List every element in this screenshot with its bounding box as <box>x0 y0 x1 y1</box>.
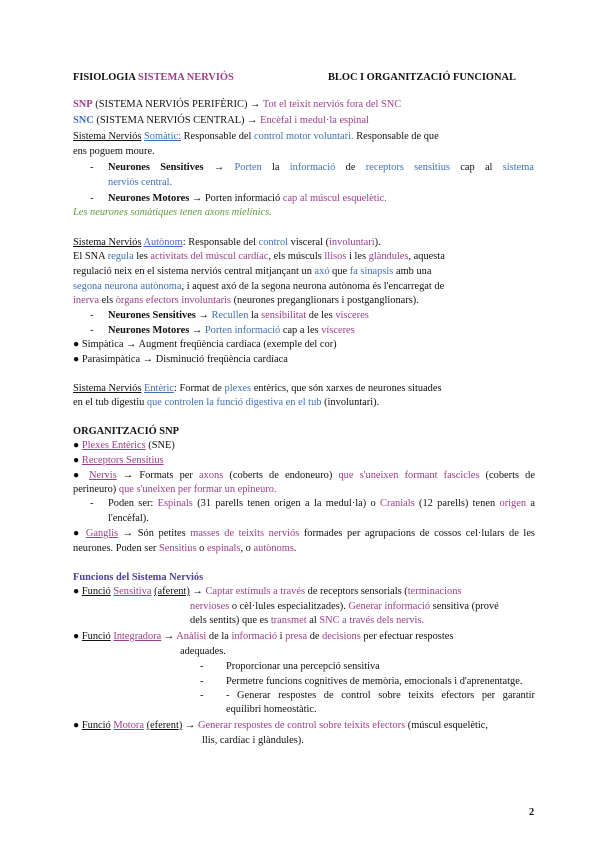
autonom-text: amb una <box>395 266 432 277</box>
integrative-sub-3: - Generar respostes de control sobre teixits efectors per garantir <box>226 690 535 701</box>
parasympathetic-line: ● Parasimpàtica → Disminució freqüència cardíaca <box>73 354 288 365</box>
autonom-bullet-dash: - <box>90 310 94 321</box>
autonom-line-3 <box>73 265 431 279</box>
org-text: → Formats per <box>122 470 193 481</box>
org-text: , o <box>240 543 251 554</box>
page-header-block: BLOC I ORGANITZACIÓ FUNCIONAL <box>328 72 516 83</box>
org-highlight: que s'uneixen per formar un epineuro. <box>118 484 277 495</box>
function-highlight: presa <box>285 631 308 642</box>
function-type: Motora <box>113 720 144 731</box>
autonom-text: els <box>101 295 114 306</box>
somatic-text: de <box>345 162 356 173</box>
page-number: 2 <box>529 807 535 818</box>
org-highlight: espinals <box>206 543 241 554</box>
org-text: (coberts de endoneuro) <box>229 470 333 481</box>
org-text: a <box>530 498 535 509</box>
bullet: ● <box>73 455 80 466</box>
org-text: (31 parells tenen origen a la medul·la) o <box>197 498 376 509</box>
autonom-text: les <box>136 251 148 262</box>
autonom-text: regulació neix en el sistema nerviós central mitjançant un <box>73 266 312 277</box>
autonom-highlight: activitats del múscul cardíac <box>150 251 269 262</box>
function-label: Funció <box>81 631 111 642</box>
term-bold: Neurones Sensitives <box>108 310 196 321</box>
org-nerves-types-cont: l'encèfal). <box>108 513 149 524</box>
somatic-note: Les neurones somàtiques tenen axons mielínics. <box>73 207 272 218</box>
org-term: Ganglis <box>85 528 119 539</box>
snp-name: (SISTEMA NERVIÓS PERIFÈRIC) → <box>95 99 261 110</box>
autonom-text: El SNA <box>73 251 106 262</box>
function-highlight: terminacions <box>407 586 462 597</box>
org-text: → Són petites <box>122 528 186 539</box>
org-highlight: masses de teixits nerviós <box>190 528 300 539</box>
somatic-line-2: ens poguem moure. <box>73 146 155 157</box>
function-sensory-cont-1 <box>190 600 499 614</box>
autonom-heading: Sistema Nerviós <box>73 237 142 248</box>
org-snp-heading: ORGANITZACIÓ SNP <box>73 426 179 437</box>
function-highlight: transmet <box>270 615 307 626</box>
autonom-text: cap a les <box>282 325 319 336</box>
arrow: → <box>198 310 209 321</box>
somatic-highlight: informació <box>289 162 336 173</box>
autonom-line-1 <box>73 236 381 250</box>
org-text: o <box>199 543 205 554</box>
function-highlight: SNC a través dels nervis. <box>319 615 425 626</box>
somatic-heading-type: Somàtic: <box>144 131 181 142</box>
bullet: ● <box>73 528 82 539</box>
function-motor <box>73 719 488 733</box>
autonom-text: visceral ( <box>290 237 330 248</box>
snp-definition <box>73 98 401 112</box>
autonom-bullet-dash: - <box>90 325 94 336</box>
autonom-highlight: glàndules <box>368 251 409 262</box>
org-highlight: Cranials <box>380 498 415 509</box>
org-highlight: Espinals <box>157 498 193 509</box>
somatic-bullet-dash: - <box>90 162 94 173</box>
autonom-highlight: inerva <box>73 295 99 306</box>
autonom-text: , els músculs <box>268 251 322 262</box>
function-type: Integradora <box>113 631 162 642</box>
autonom-text: ). <box>374 237 381 248</box>
integrative-sub-1: Proporcionar una percepció sensitiva <box>226 661 380 672</box>
function-text: per efectuar respostes <box>363 631 454 642</box>
enteric-heading-type: Entèric <box>144 383 175 394</box>
function-text: sensitiva (prové <box>432 601 499 612</box>
org-text: formades per agrupacions de cossos cel·lulars de les <box>303 528 535 539</box>
autonom-highlight: control <box>258 237 289 248</box>
function-highlight: decisions <box>322 631 361 642</box>
org-text: Poden ser: <box>108 498 154 509</box>
enteric-highlight: que controlen la funció digestiva en el tub <box>146 397 322 408</box>
autonom-highlight: sensibilitat <box>261 310 307 321</box>
arrow: → <box>163 631 175 642</box>
autonom-text: , i aquest axó de la segona neurona autònoma és l'encarregat de <box>181 281 445 292</box>
function-sensory-cont-2 <box>190 614 424 628</box>
somatic-text: la <box>271 162 280 173</box>
function-direction: (aferent) <box>154 586 190 597</box>
function-text: al <box>309 615 317 626</box>
enteric-line-2 <box>73 396 379 410</box>
function-highlight: Captar estímuls a través <box>205 586 306 597</box>
autonom-highlight: axó <box>314 266 330 277</box>
somatic-highlight: cap al múscul esquelètic. <box>282 193 387 204</box>
org-item-nerves <box>73 469 535 483</box>
autonom-highlight: llisos <box>324 251 347 262</box>
enteric-text: entèrics, que són xarxes de neurones situades <box>253 383 442 394</box>
org-nerves-types <box>108 497 535 511</box>
autonom-text: i les <box>348 251 367 262</box>
function-highlight: Generar respostes de control sobre teixits efectors <box>197 720 406 731</box>
autonom-highlight: segona neurona autònoma <box>73 281 182 292</box>
autonom-text: , aquesta <box>408 251 445 262</box>
function-text: o cèl·lules especialitzades). <box>231 601 346 612</box>
sub-dash: - <box>200 676 204 687</box>
somatic-line-1 <box>73 130 439 144</box>
somatic-text: Responsable de que <box>356 131 439 142</box>
arrow: → <box>191 325 203 336</box>
autonom-highlight: regula <box>107 251 134 262</box>
autonom-line-2 <box>73 250 445 264</box>
autonom-motor-neurons <box>108 324 355 338</box>
bullet: ● <box>73 440 80 451</box>
function-text: de receptors sensorials ( <box>307 586 408 597</box>
function-text: i <box>279 631 283 642</box>
somatic-motor-neurons <box>108 192 387 206</box>
function-direction: (eferent) <box>146 720 183 731</box>
org-highlight: Sensitius <box>159 543 197 554</box>
autonom-highlight: fa sinapsis <box>349 266 394 277</box>
enteric-text: (involuntari). <box>324 397 380 408</box>
org-text: (coberts de <box>485 470 535 481</box>
bullet: ● <box>73 720 80 731</box>
term-bold: Neurones Motores <box>108 193 190 204</box>
somatic-highlight: sistema <box>502 162 534 173</box>
function-highlight: Anàlisi <box>176 631 207 642</box>
integrative-sub-3-cont: equilibri homeostàtic. <box>226 704 317 715</box>
somatic-text: cap al <box>460 162 493 173</box>
somatic-heading: Sistema Nerviós <box>73 131 142 142</box>
org-sub-dash: - <box>90 498 94 509</box>
integrative-sub-2: Permetre funcions cognitives de memòria, emocionals i d'aprenentatge. <box>226 676 523 687</box>
function-label: Funció <box>81 586 111 597</box>
enteric-heading: Sistema Nerviós <box>73 383 142 394</box>
org-item-ganglia-cont <box>73 542 296 556</box>
org-text: (SNE) <box>148 440 175 451</box>
org-text: perineuro) <box>73 484 117 495</box>
function-highlight: informació <box>231 631 278 642</box>
function-motor-cont: llis, cardíac i glàndules). <box>202 735 304 746</box>
autonom-highlight: Recullen <box>211 310 249 321</box>
org-term: Receptors Sensitius <box>81 455 164 466</box>
autonom-line-5 <box>73 294 419 308</box>
header-title-topic: SISTEMA NERVIÓS <box>137 72 234 83</box>
autonom-text: (neurones preganglionars i postganglionars). <box>233 295 419 306</box>
org-text: (12 parells) tenen <box>419 498 496 509</box>
function-highlight: nervioses <box>190 601 230 612</box>
sub-dash: - <box>200 661 204 672</box>
function-sensory <box>73 585 461 599</box>
bullet: ● <box>73 631 80 642</box>
org-highlight: que s'uneixen formant fascicles <box>338 470 480 481</box>
somatic-text: → Porten informació <box>191 193 281 204</box>
snc-name: (SISTEMA NERVIÓS CENTRAL) → <box>96 115 258 126</box>
function-integrative-cont: adequades. <box>180 646 226 657</box>
somatic-text: Responsable del <box>183 131 252 142</box>
autonom-text: de les <box>308 310 333 321</box>
snp-desc: Tot el teixit nerviós fora del SNC <box>262 99 402 110</box>
enteric-highlight: plexes <box>224 383 252 394</box>
autonom-text: : Responsable del <box>182 237 257 248</box>
somatic-bullet-dash: - <box>90 193 94 204</box>
snp-abbr: SNP <box>73 99 93 110</box>
autonom-line-4 <box>73 280 444 294</box>
autonom-highlight: vísceres <box>335 310 369 321</box>
function-text: (múscul esquelètic, <box>407 720 488 731</box>
autonom-highlight: Porten informació <box>204 325 281 336</box>
somatic-sensory-neurons-cont: nerviós central. <box>108 177 173 188</box>
bullet: ● <box>73 470 83 481</box>
autonom-highlight: òrgans efectors involuntaris <box>115 295 231 306</box>
function-label: Funció <box>81 720 111 731</box>
function-integrative <box>73 630 453 644</box>
sub-dash: - <box>200 690 204 701</box>
header-title-prefix: FISIOLOGIA <box>73 72 136 83</box>
arrow: → <box>213 162 225 173</box>
somatic-highlight: control motor voluntari. <box>254 131 354 142</box>
somatic-highlight: receptors sensitius <box>365 162 450 173</box>
org-term: Plexes Entèrics <box>81 440 146 451</box>
enteric-text: en el tub digestiu <box>73 397 145 408</box>
autonom-text: que <box>332 266 348 277</box>
bullet: ● <box>73 586 80 597</box>
org-text: neurones. Poden ser <box>73 543 157 554</box>
autonom-highlight: involuntari <box>329 237 375 248</box>
org-item-receptors <box>73 454 164 468</box>
function-text: dels sentits) que es <box>190 615 269 626</box>
org-highlight: axons <box>199 470 224 481</box>
org-item-plexes <box>73 439 175 453</box>
term-bold: Neurones Motores <box>108 325 190 336</box>
org-highlight: autònoms <box>253 543 294 554</box>
enteric-line-1 <box>73 382 442 396</box>
autonom-sensory-neurons <box>108 309 369 323</box>
arrow: → <box>184 720 196 731</box>
function-text: de la <box>208 631 229 642</box>
org-term: Nervis <box>88 470 117 481</box>
function-text: de <box>309 631 320 642</box>
enteric-text: : Format de <box>174 383 222 394</box>
autonom-text: la <box>251 310 259 321</box>
functions-heading: Funcions del Sistema Nerviós <box>73 572 204 583</box>
org-text: . <box>293 543 297 554</box>
autonom-heading-type: Autònom <box>143 237 183 248</box>
function-highlight: Generar informació <box>348 601 431 612</box>
org-item-ganglia <box>73 527 535 541</box>
autonom-highlight: vísceres <box>321 325 355 336</box>
somatic-highlight: Porten <box>234 162 262 173</box>
arrow: → <box>192 586 203 597</box>
somatic-sensory-neurons <box>108 161 534 175</box>
page-header-title <box>73 71 234 85</box>
org-highlight: origen <box>499 498 527 509</box>
sympathetic-line: ● Simpàtica → Augment freqüència cardíaca (exemple del cor) <box>73 339 337 350</box>
org-item-nerves-cont <box>73 483 277 497</box>
snc-desc: Encèfal i medul·la espinal <box>260 115 369 126</box>
term-bold: Neurones Sensitives <box>108 162 204 173</box>
snc-abbr: SNC <box>73 115 94 126</box>
function-type: Sensitiva <box>113 586 152 597</box>
snc-definition <box>73 114 369 128</box>
